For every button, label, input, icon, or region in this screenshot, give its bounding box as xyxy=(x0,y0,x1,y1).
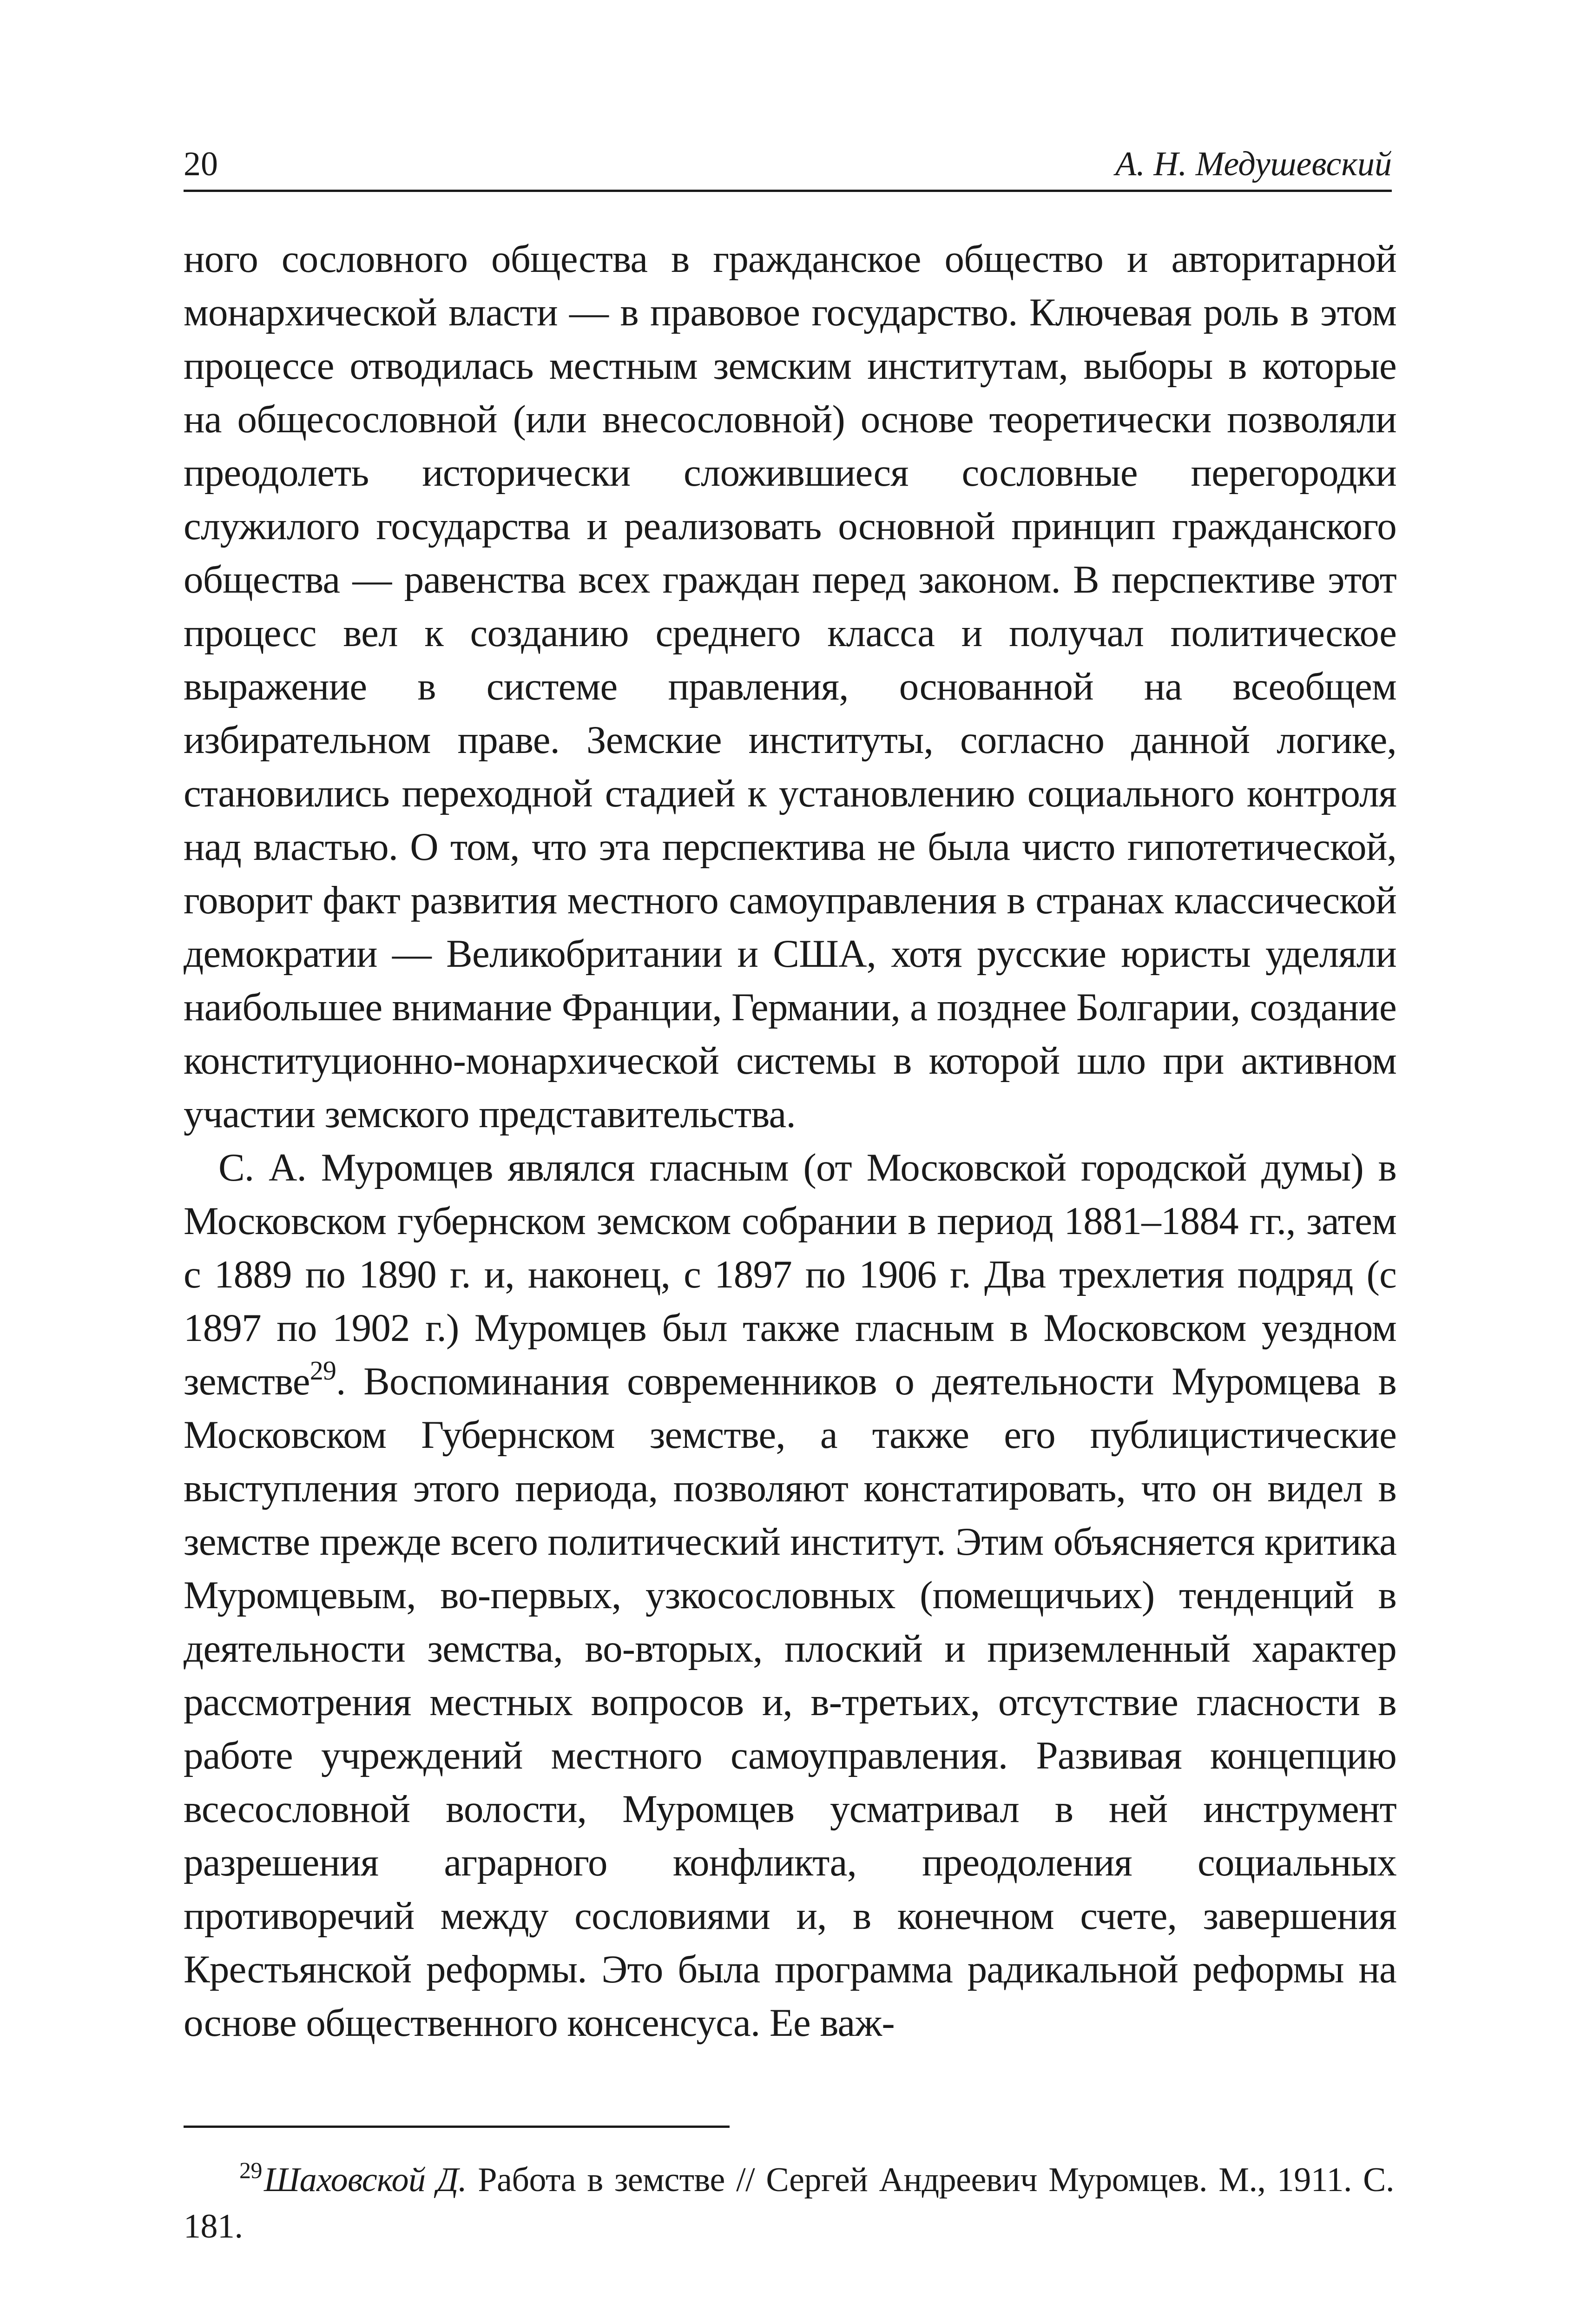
paragraph-text-part-2: . Воспоминания современников о деятельности Муромцева в Московском Губернском земстве, а также его публицистические выступления этого периода, позволяют констатировать, что он видел в земстве прежде всего политический институт. Этим объясняется критика Муромцевым, во-первых, узкосословных (помещичьих) тенденций в деятельности земства, во-вторых, плоский и приземленный характер рассмотрения местных вопросов и, в-третьих, отсутствие гласности в работе учреждений местного самоуправления. Развивая концепцию всесословной волости, Муромцев усматривал в ней инструмент разрешения аграрного конфликта, преодоления социальных противоречий между сословиями и, в конечном счете, завершения Крестьянской реформы. Это была программа радикальной реформы на основе общественного консенсуса. Ее важ- xyxy=(184,1360,1396,2045)
footnote-marker: 29 xyxy=(239,2157,262,2183)
footnote-separator xyxy=(184,2126,730,2128)
main-text xyxy=(184,232,1396,2050)
paragraph-text-part-1: С. А. Муромцев являлся гласным (от Московской городской думы) в Московском губернском земском собрании в период 1881–1884 гг., затем с 1889 по 1890 г. и, наконец, с 1897 по 1906 г. Два трехлетия подряд (с 1897 по 1902 г.) Муромцев был также гласным в Московском уездном земстве xyxy=(184,1146,1396,1403)
running-head xyxy=(184,135,1392,192)
footnote xyxy=(184,2157,1394,2250)
footnote-reference[interactable]: 29 xyxy=(309,1355,336,1386)
paragraph-muromtsev xyxy=(184,1141,1396,2050)
running-head-author: А. Н. Медушевский xyxy=(1115,145,1392,183)
paragraph-continued: ного сословного общества в гражданское общество и авторитарной монархической власти — в правовое государство. Ключевая роль в этом процессе отводилась местным земским институтам, выборы в которые на общесословной (или внесословной) основе теоретически позволяли преодолеть исторически сложившиеся сословные перегородки служилого государства и реализовать основной принцип гражданского общества — равенства всех граждан перед законом. В перспективе этот процесс вел к созданию среднего класса и получал политическое выражение в системе правления, основанной на всеобщем избирательном праве. Земские институты, согласно данной логике, становились переходной стадией к установлению социального контроля над властью. О том, что эта перспектива не была чисто гипотетической, говорит факт развития местного самоуправления в странах классической демократии — Великобритании и США, хотя русские юристы уделяли наибольшее внимание Франции, Германии, а позднее Болгарии, создание конституционно-монархической системы в которой шло при активном участии земского представительства. xyxy=(184,237,1396,1136)
footnote-text: Работа в земстве // Сергей Андреевич Муромцев. М., 1911. С. 181. xyxy=(184,2161,1394,2245)
footnote-author: Шаховской Д. xyxy=(264,2161,467,2199)
page-number: 20 xyxy=(184,145,218,183)
